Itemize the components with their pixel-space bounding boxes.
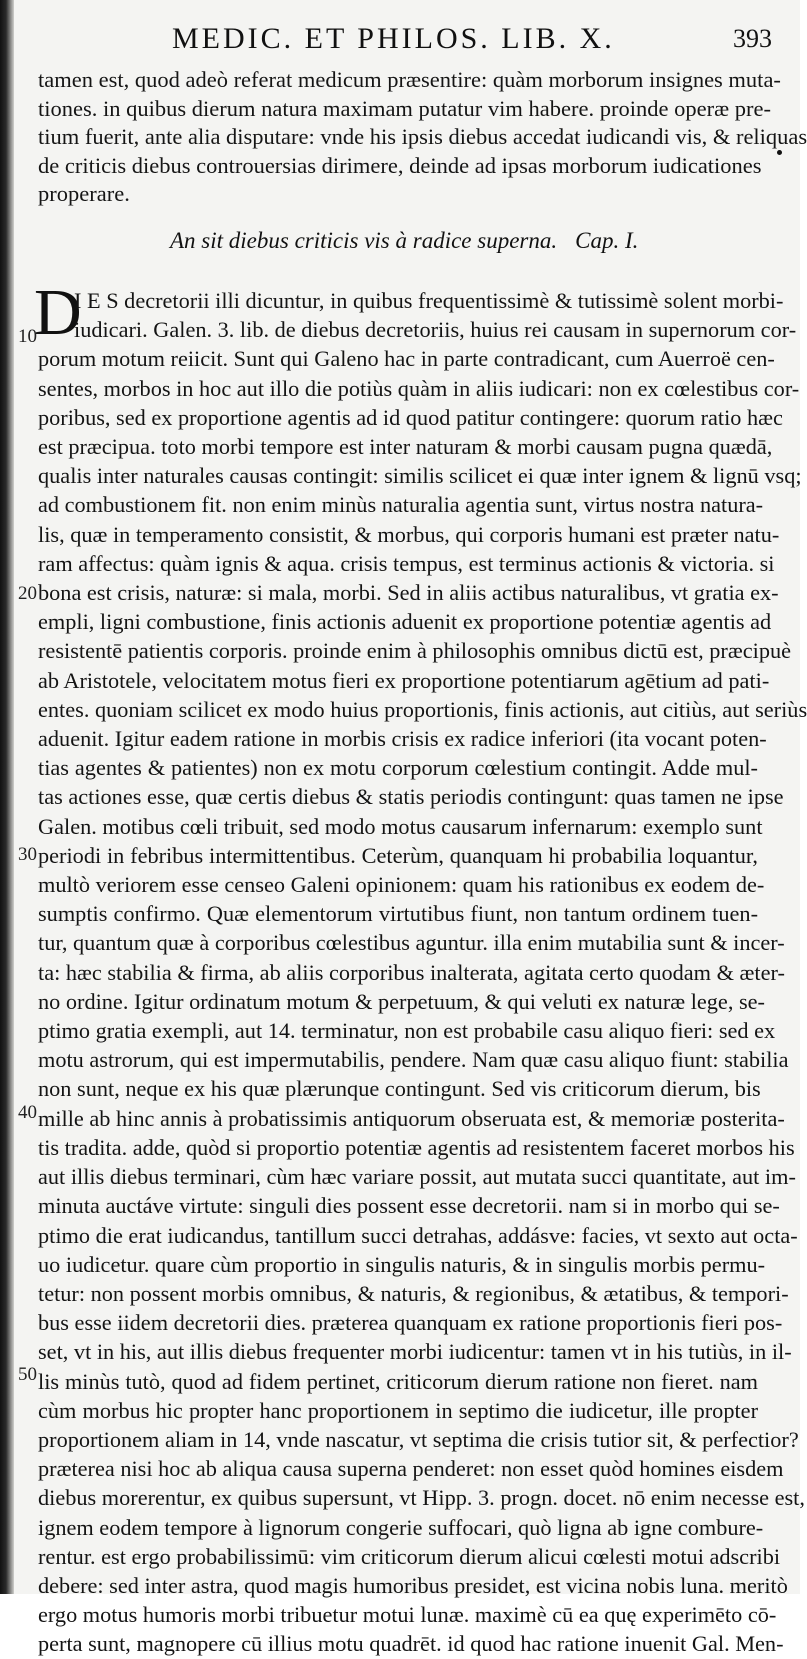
chapter-heading [170, 228, 638, 254]
body-line: ram affectus: quàm ignis & aqua. crisis tempus, est terminus actionis & victoria. si [38, 550, 775, 576]
body-text [38, 286, 807, 1659]
drop-capital: D [34, 276, 82, 349]
margin-number: 20 [18, 583, 37, 604]
intro-line: tium fuerit, ante alia disputare: vnde his ipsis diebus accedat iudicandi vis, & reliquas [38, 124, 807, 150]
body-line: aduenit. Igitur eadem ratione in morbis crisis ex radice inferiori (ita vocant poten- [38, 726, 767, 752]
body-line: minuta auctáve virtute: singuli dies possent esse decretorii. nam si in morbo qui se- [38, 1193, 780, 1219]
body-line: resistentē patientis corporis. proinde enim à philosophis omnibus dictū est, præcipuè [38, 638, 792, 664]
body-line: bus esse iidem decretorii dies. præterea quanquam ex ratione proportionis fieri pos- [38, 1310, 783, 1336]
body-line: debere: sed inter astra, quod magis humoribus presidet, est vicina nobis luna. meritò [38, 1572, 788, 1598]
intro-line: tamen est, quod adeò referat medicum præsentire: quàm morborum insignes muta- [38, 67, 781, 92]
body-line: uo iudicetur. quare cùm proportio in singulis naturis, & in singulis morbis permu- [38, 1251, 766, 1277]
body-line: lis, quæ in temperamento consistit, & morbus, qui corporis humani est præter natu- [38, 521, 780, 547]
body-line: ptimo gratia exempli, aut 14. terminatur, non est probabile casu aliquo fieri: sed ex [38, 1018, 776, 1044]
body-line: sentes, morbos in hoc aut illo die potiùs quàm in aliis iudicari: non ex cœlestibus cor- [38, 375, 800, 401]
body-line: præterea nisi hoc ab aliqua causa superna penderet: non esset quòd homines eisdem [38, 1456, 784, 1482]
body-line: tetur: non possent morbis omnibus, & naturis, & regionibus, & ætatibus, & tempori- [38, 1280, 789, 1306]
body-line: sumptis confirmo. Quæ elementorum virtutibus fiunt, non tantum ordinem tuen- [38, 901, 758, 927]
body-line: rentur. est ergo probabilissimū: vim criticorum dierum alicui cœlesti motui adscribi [38, 1543, 781, 1569]
body-line: proportionem aliam in 14, vnde nascatur, vt septima die crisis tutior sit, & perfectior? [38, 1426, 799, 1452]
body-line: iudicari. Galen. 3. lib. de diebus decretoriis, huius rei causam in supernorum cor- [74, 317, 797, 343]
body-line: cùm morbus hic propter hanc proportionem in septimo die iudicetur, ille propter [38, 1397, 758, 1423]
chapter-title: An sit diebus criticis vis à radice superna. [170, 228, 558, 253]
body-line: ad combustionem fit. non enim minùs naturalia agentia sunt, virtus nostra natura- [38, 492, 764, 518]
body-line: tias agentes & patientes) non ex motu corporum cœlestium contingit. Adde mul- [38, 755, 758, 781]
body-line: lis minùs tutò, quod ad fidem pertinet, criticorum dierum ratione non fieret. nam [38, 1368, 758, 1394]
body-line: entes. quoniam scilicet ex modo huius proportionis, finis actionis, aut citiùs, aut seriùs [38, 696, 807, 722]
body-line: motu astrorum, qui est impermutabilis, pendere. Nam quæ casu aliquo fiunt: stabilia [38, 1047, 789, 1073]
body-line: tas actiones esse, quæ certis diebus & statis periodis contingunt: quas tamen ne ipse [38, 784, 784, 810]
margin-number: 30 [18, 844, 37, 865]
margin-number: 40 [18, 1102, 37, 1123]
body-line: ptimo die erat iudicandus, tantillum succi detrahas, addásve: facies, vt sexto aut octa- [38, 1222, 798, 1248]
body-line: bona est crisis, naturæ: si mala, morbi. Sed in aliis actibus naturalibus, vt gratia ex- [38, 580, 779, 606]
chapter-number: Cap. I. [575, 228, 639, 253]
body-line: no ordine. Igitur ordinatum motum & perpetuum, & qui veluti ex naturæ lege, se- [38, 988, 765, 1014]
body-line: mille ab hinc annis à probatissimis antiquorum obseruata est, & memoriæ posterita- [38, 1105, 785, 1131]
body-line: non sunt, neque ex his quæ plærunque contingunt. Sed vis criticorum dierum, bis [38, 1076, 761, 1102]
running-title: MEDIC. ET PHILOS. LIB. X. [172, 22, 615, 55]
body-line: empli, ligni combustione, finis actionis aduenit ex proportione potentiæ agentis ad [38, 609, 772, 635]
intro-line: de criticis diebus controuersias dirimere, deinde ad ipsas morborum iudicationes [38, 152, 762, 178]
body-line: tis tradita. adde, quòd si proportio potentiæ agentis ad resistentem faceret morbos his [38, 1134, 795, 1160]
body-line: tur, quantum quæ à corporibus cœlestibus aguntur. illa enim mutabilia sunt & incer- [38, 930, 785, 956]
body-line: ergo motus humoris morbi tribuetur motui lunæ. maximè cū ea quę experimēto cō- [38, 1602, 777, 1628]
body-line: perta sunt, magnopere cū illius motu quadrēt. id quod hac ratione inuenit Gal. Men- [38, 1631, 784, 1657]
body-line: aut illis diebus terminari, cùm hæc variare possit, aut mutata succi quantitate, aut im- [38, 1164, 796, 1190]
body-line: periodi in febribus intermittentibus. Ceterùm, quanquam hi probabilia loquantur, [38, 842, 758, 868]
page-number: 393 [733, 24, 772, 53]
ink-speck [777, 150, 782, 155]
body-line: poribus, sed ex proportione agentis ad id quod patitur contingere: quorum ratio hæc [38, 404, 783, 430]
body-line: multò veriorem esse censeo Galeni opinionem: quam his rationibus ex eodem de- [38, 872, 765, 898]
body-line: ab Aristotele, velocitatem motus fieri ex proportione potentiarum agētium ad pati- [38, 667, 770, 693]
body-line: ignem eodem tempore à lignorum congerie suffocari, quò ligna ab igne combure- [38, 1514, 764, 1540]
body-line: ta: hæc stabilia & firma, ab aliis corporibus inalterata, agitata certo quodam & æter- [38, 959, 785, 985]
book-gutter-shadow [0, 0, 14, 1594]
margin-number: 50 [18, 1364, 37, 1385]
body-line: porum motum reiicit. Sunt qui Galeno hac in parte contradicant, cum Auerroë cen- [38, 346, 775, 372]
body-line: I E S decretorii illi dicuntur, in quibus frequentissimè & tutissimè solent morbi- [74, 288, 784, 313]
body-line: Galen. motibus cœli tribuit, sed modo motus causarum infernarum: exemplo sunt [38, 813, 763, 839]
body-line: est præcipua. toto morbi tempore est inter naturam & morbi causam pugna quædā, [38, 434, 773, 460]
page-header [40, 22, 780, 62]
body-line: set, vt in his, aut illis diebus frequenter morbi iudicentur: tamen vt in his tutiùs, in il- [38, 1339, 792, 1365]
margin-number: 10 [18, 326, 37, 347]
body-line: qualis inter naturales causas contingit: similis scilicet ei quæ inter ignem & lignū vsq; [38, 463, 802, 489]
intro-paragraph [38, 66, 807, 209]
intro-line: properare. [38, 181, 130, 207]
body-line: diebus morerentur, ex quibus supersunt, vt Hipp. 3. progn. docet. nō enim necesse est, [38, 1485, 805, 1511]
intro-line: tiones. in quibus dierum natura maximam putatur vim habere. proinde operæ pre- [38, 95, 771, 121]
